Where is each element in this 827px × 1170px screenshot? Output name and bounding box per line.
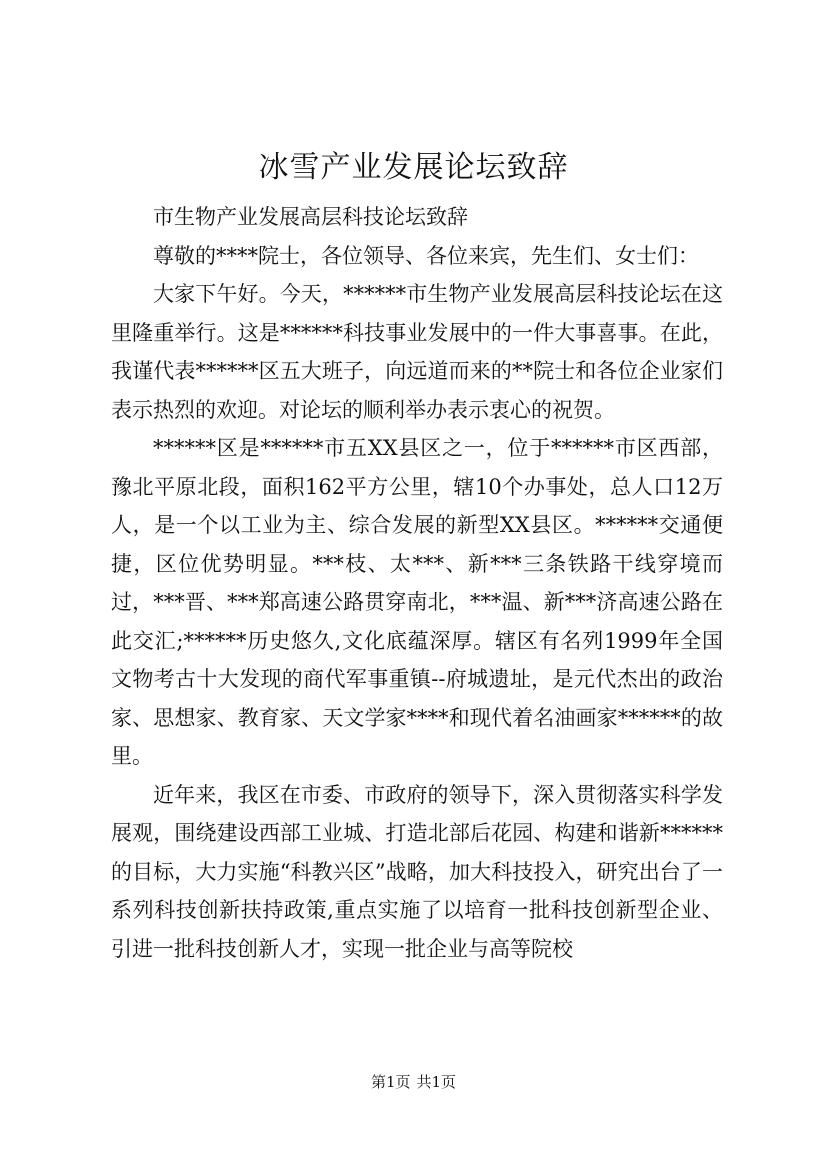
paragraph-greeting: 大家下午好。今天，******市生物产业发展高层科技论坛在这里隆重举行。这是******科技事业发展中的一件大事喜事。在此，我谨代表******区五大班子，向远道而来的**院士和各位企业家们表示热烈的欢迎。对论坛的顺利举办表示衷心的祝贺。: [111, 282, 723, 422]
page-footer: [0, 1071, 827, 1093]
page-total: 共1页: [416, 1073, 457, 1091]
paragraph-salutation: 尊敬的****院士，各位领导、各位来宾，先生们、女士们：: [153, 243, 699, 268]
page-number: 第1页: [370, 1073, 411, 1091]
paragraph-district-intro: ******区是******市五XX县区之一，位于******市区西部，豫北平原北段，面积162平方公里，辖10个办事处，总人口12万人，是一个以工业为主、综合发展的新型XX县区。******交通便捷，区位优势明显。***枝、太***、新***三条铁路干线穿境而过，***晋、***郑高速公路贯穿南北，***温、新***济高速公路在此交汇;******历史悠久,文化底蕴深厚。辖区有名列1999年全国文物考古十大发现的商代军事重镇--府城遗址，是元代杰出的政治家、思想家、教育家、天文学家****和现代着名油画家******的故里。: [111, 436, 723, 768]
document-title: 冰雪产业发展论坛致辞: [258, 150, 569, 185]
paragraph-subtitle: 市生物产业发展高层科技论坛致辞: [153, 205, 468, 229]
paragraph-recent-years: 近年来，我区在市委、市政府的领导下，深入贯彻落实科学发展观，围绕建设西部工业城、打造北部后花园、构建和谐新******的目标，大力实施“科教兴区”战略，加大科技投入，研究出台了一系列科技创新扶持政策,重点实施了以培育一批科技创新型企业、引进一批科技创新人才，实现一批企业与高等院校: [111, 782, 723, 961]
document-body: [111, 198, 723, 968]
